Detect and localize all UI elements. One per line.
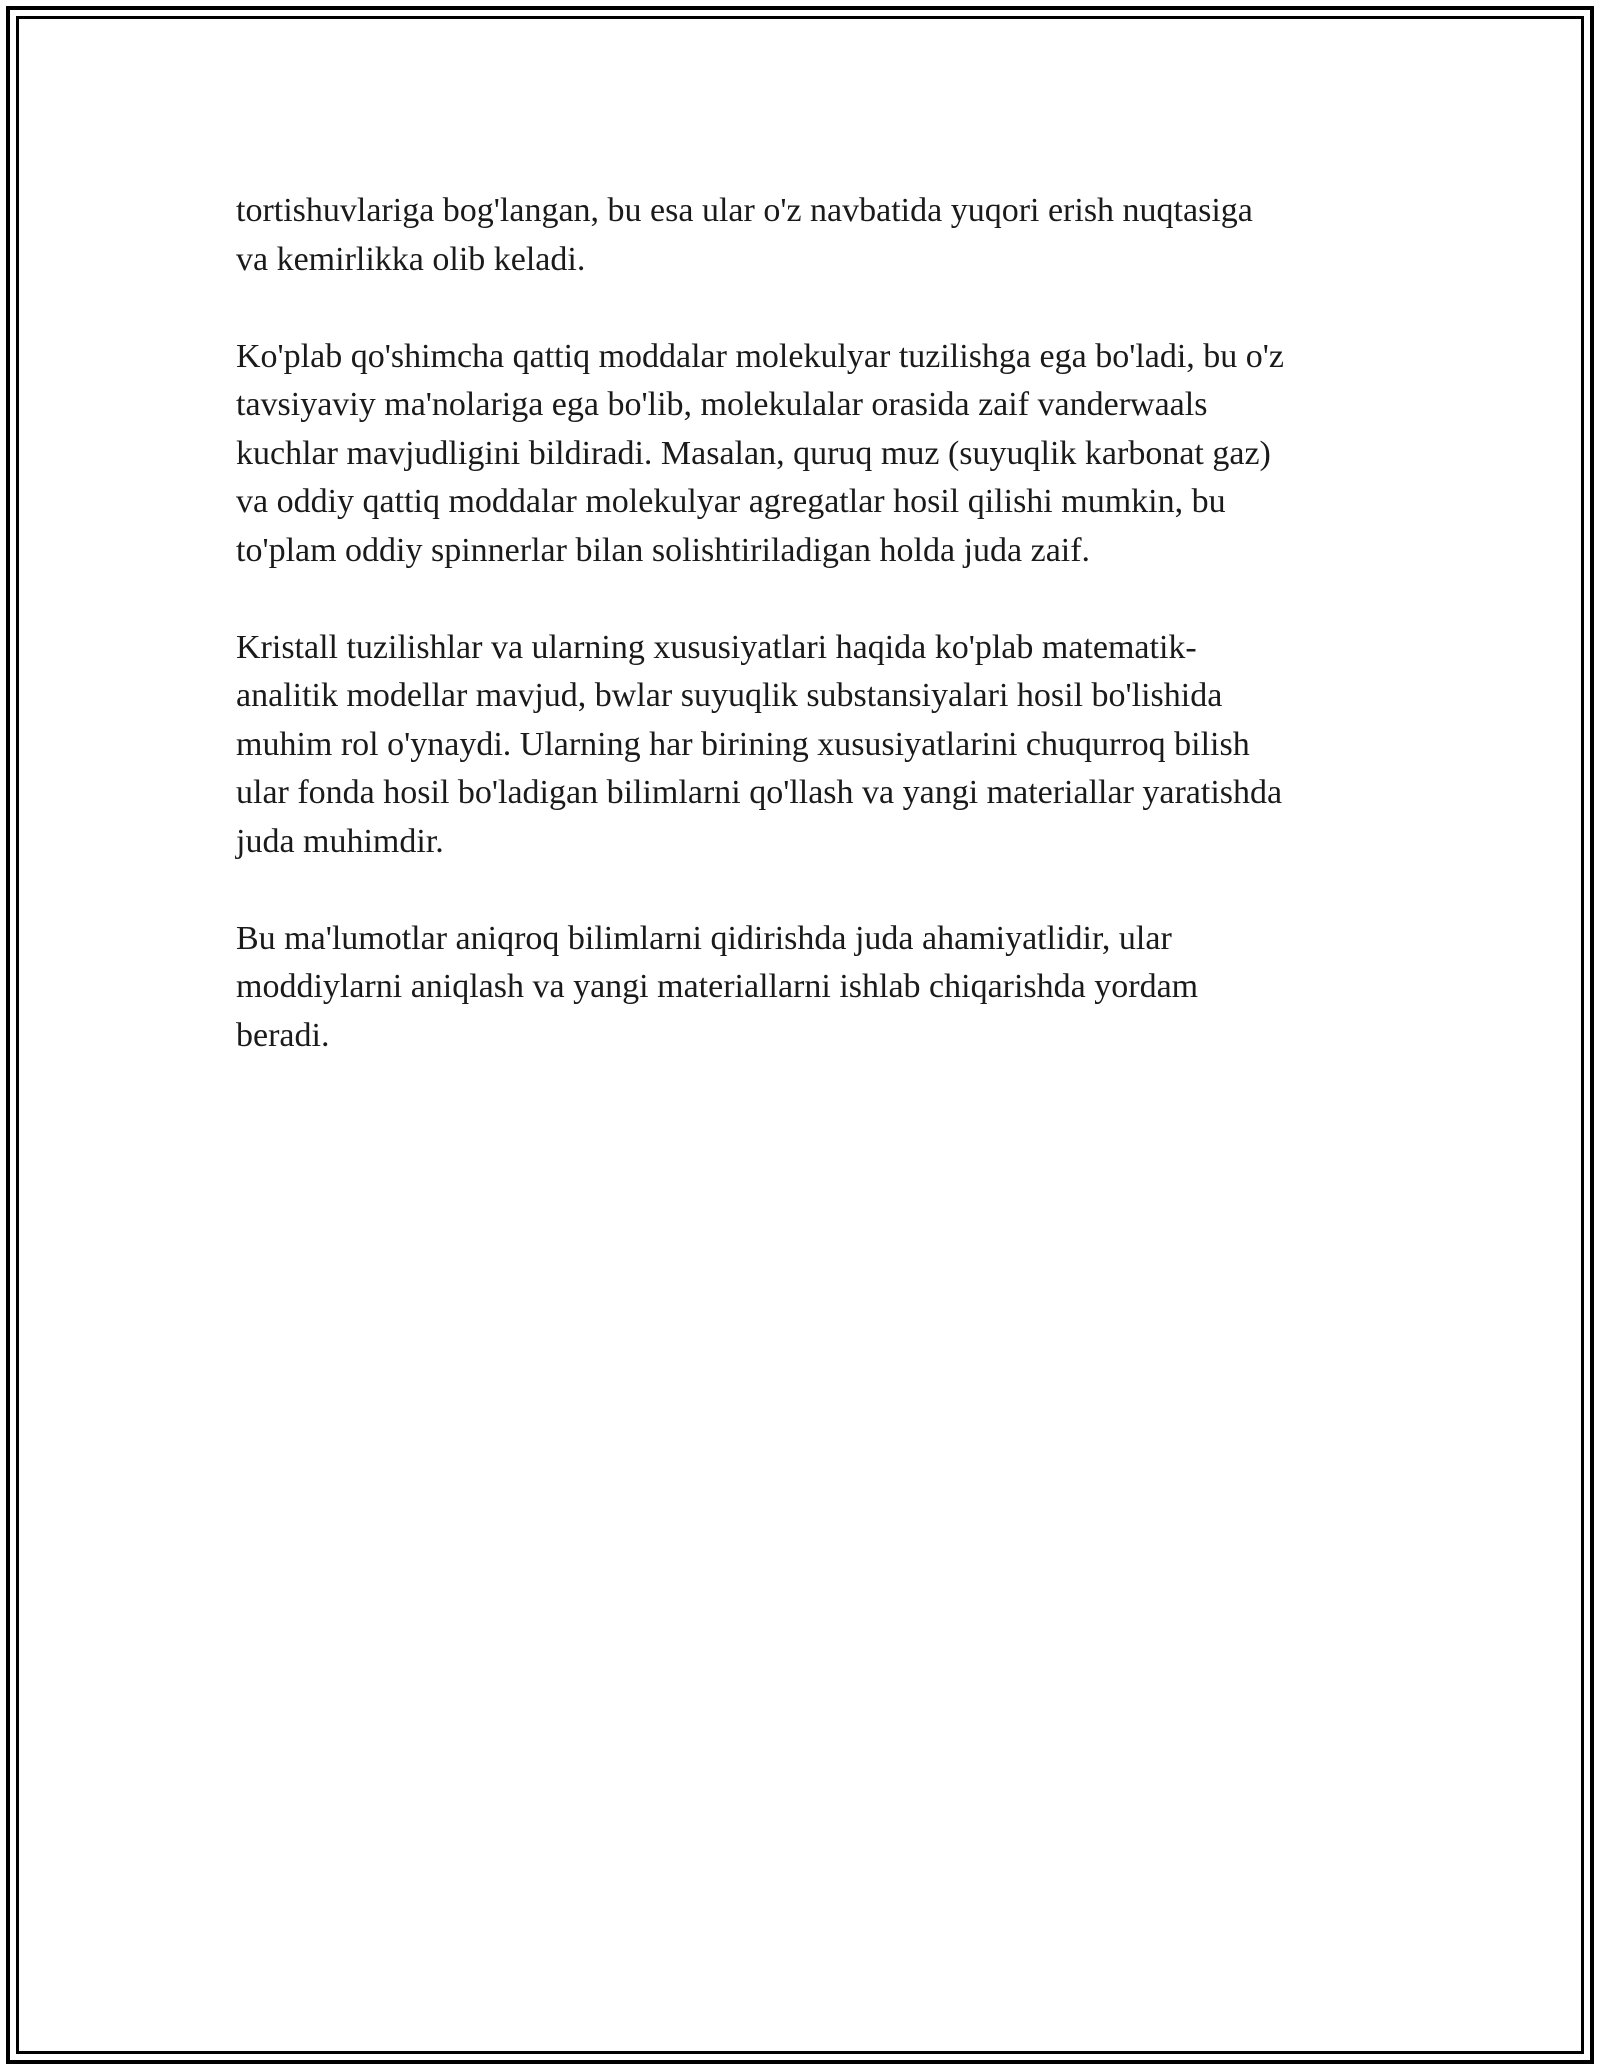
text-line: Bu ma'lumotlar aniqroq bilimlarni qidirishda juda ahamiyatlidir, ular <box>236 919 1172 957</box>
text-line: beradi. <box>236 1016 330 1054</box>
text-line: tavsiyaviy ma'nolariga ega bo'lib, molekulalar orasida zaif vanderwaals <box>236 386 1208 423</box>
text-line: va kemirlikka olib keladi. <box>236 240 586 278</box>
text-line: to'plam oddiy spinnerlar bilan solishtiriladigan holda juda zaif. <box>236 531 1091 569</box>
text-line: kuchlar mavjudligini bildiradi. Masalan, quruq muz (suyuqlik karbonat gaz) <box>236 434 1271 472</box>
paragraph-1 <box>236 187 1376 284</box>
text-line: ular fonda hosil bo'ladigan bilimlarni qo'llash va yangi materiallar yaratishda <box>236 774 1283 811</box>
text-line: va oddiy qattiq moddalar molekulyar agregatlar hosil qilishi mumkin, bu <box>236 483 1226 520</box>
text-line: moddiylarni aniqlash va yangi materiallarni ishlab chiqarishda yordam <box>236 968 1199 1005</box>
text-line: Ko'plab qo'shimcha qattiq moddalar molekulyar tuzilishga ega bo'ladi, bu o'z <box>236 337 1285 375</box>
text-line: Kristall tuzilishlar va ularning xususiyatlari haqida ko'plab matematik- <box>236 628 1197 666</box>
paragraph-3 <box>236 624 1376 867</box>
text-line: analitik modellar mavjud, bwlar suyuqlik substansiyalari hosil bo'lishida <box>236 677 1223 714</box>
document-body <box>236 187 1376 1109</box>
text-line: juda muhimdir. <box>236 822 444 860</box>
paragraph-4 <box>236 915 1376 1061</box>
paragraph-2 <box>236 333 1376 576</box>
text-line: tortishuvlariga bog'langan, bu esa ular o'z navbatida yuqori erish nuqtasiga <box>236 192 1253 229</box>
text-line: muhim rol o'ynaydi. Ularning har birining xususiyatlarini chuqurroq bilish <box>236 725 1250 763</box>
